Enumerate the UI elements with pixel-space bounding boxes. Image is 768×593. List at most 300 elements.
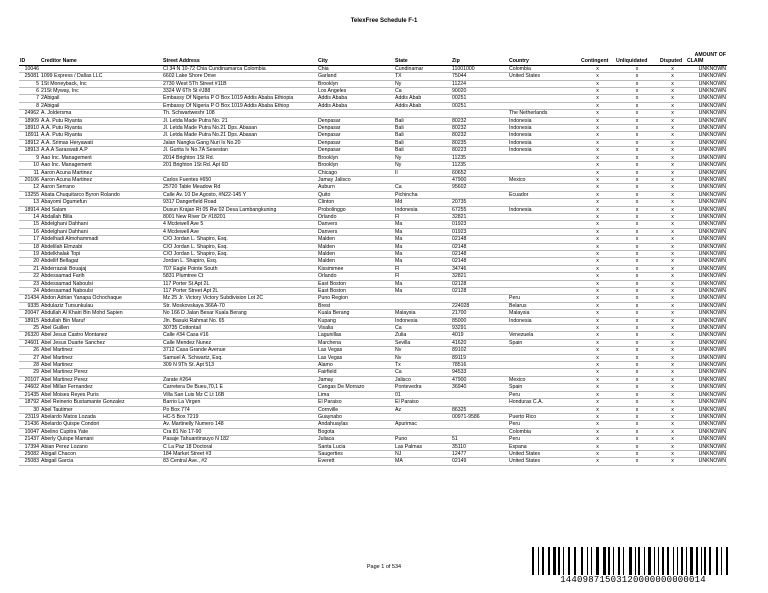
row-id: 30 [19, 406, 40, 413]
row-zip: 80223 [451, 147, 508, 154]
row-state: Malaysia [394, 310, 451, 317]
row-unliquidated: x [615, 243, 659, 250]
barcode-bar [540, 547, 542, 575]
row-creditor: Abdallah Blila [40, 213, 162, 220]
row-state: Pichincha [394, 191, 451, 198]
table-row [19, 273, 727, 280]
row-amount: UNKNOWN [686, 139, 727, 146]
row-city: El Paraiso [317, 399, 394, 406]
row-country: United States [508, 73, 580, 80]
row-contingent: x [580, 347, 615, 354]
row-state: Apurimac [394, 421, 451, 428]
barcode-bar [699, 547, 700, 575]
row-state: TX [394, 73, 451, 80]
col-id: ID [19, 52, 40, 65]
row-disputed: x [659, 428, 686, 435]
row-zip: 02128 [451, 280, 508, 287]
row-state: Pontevedra [394, 384, 451, 391]
row-country: Honduras C.A. [508, 399, 580, 406]
row-creditor: Abel Martinez Perez [40, 376, 162, 383]
row-country [508, 199, 580, 206]
row-country: Ecuador [508, 191, 580, 198]
barcode-bar [532, 547, 534, 575]
row-country: United States [508, 458, 580, 465]
barcode-bar [673, 547, 674, 575]
row-country: Indonesia [508, 125, 580, 132]
barcode-bar [712, 547, 715, 575]
row-zip: 89119 [451, 354, 508, 361]
barcode-bar [548, 547, 550, 575]
row-state: El Paraiso [394, 399, 451, 406]
row-city: Orlando [317, 273, 394, 280]
row-city: Guaynabo [317, 413, 394, 420]
row-id: 16 [19, 228, 40, 235]
barcode-bar [568, 547, 570, 575]
row-creditor: Abel Martinez [40, 362, 162, 369]
row-creditor: Aaron Serrano [40, 184, 162, 191]
row-state: 01 [394, 391, 451, 398]
row-zip: 01923 [451, 221, 508, 228]
row-disputed: x [659, 73, 686, 80]
row-city: Bogota [317, 428, 394, 435]
table-row [19, 243, 727, 250]
row-disputed: x [659, 184, 686, 191]
row-state: Sevilla [394, 339, 451, 346]
row-amount: UNKNOWN [686, 147, 727, 154]
row-zip: 47900 [451, 176, 508, 183]
row-id: 15 [19, 221, 40, 228]
row-state: Nv [394, 354, 451, 361]
row-creditor: A.A.A Saraswati A.P [40, 147, 162, 154]
row-city: Lima [317, 391, 394, 398]
row-state [394, 110, 451, 117]
row-amount: UNKNOWN [686, 110, 727, 117]
row-country [508, 250, 580, 257]
row-id: 18913 [19, 147, 40, 154]
row-contingent: x [580, 450, 615, 457]
barcode-bar [707, 547, 708, 575]
table-row [19, 362, 727, 369]
row-creditor: 1099 Express / Dallas LLC [40, 73, 162, 80]
row-amount: UNKNOWN [686, 169, 727, 176]
row-id: 10047 [19, 428, 40, 435]
row-contingent: x [580, 406, 615, 413]
row-city: Malden [317, 258, 394, 265]
row-disputed: x [659, 132, 686, 139]
row-country: Espana [508, 443, 580, 450]
row-disputed: x [659, 354, 686, 361]
row-disputed: x [659, 339, 686, 346]
row-contingent: x [580, 436, 615, 443]
barcode-bar [660, 547, 661, 575]
row-street: C/O Jordan L. Shapiro, Esq. [162, 250, 317, 257]
row-creditor: Abelardo Quispe Condori [40, 421, 162, 428]
row-zip: 11224 [451, 80, 508, 87]
row-amount: UNKNOWN [686, 332, 727, 339]
row-unliquidated: x [615, 184, 659, 191]
row-id: 13255 [19, 191, 40, 198]
row-street: Po Box 774 [162, 406, 317, 413]
row-zip [451, 428, 508, 435]
table-row [19, 206, 727, 213]
row-disputed: x [659, 347, 686, 354]
row-id: 9 [19, 154, 40, 161]
row-street: 184 Market Street #3 [162, 450, 317, 457]
table-row [19, 436, 727, 443]
row-id: 14 [19, 213, 40, 220]
row-creditor: Abayomi Ogumefun [40, 199, 162, 206]
row-country [508, 243, 580, 250]
row-country: Colombia [508, 65, 580, 72]
row-street: Cra 81 No 17-90 [162, 428, 317, 435]
row-unliquidated: x [615, 362, 659, 369]
row-street [162, 169, 317, 176]
row-street: Embassy Of Nigeria P O Box 1019 Addis Ababa Ethiopia [162, 95, 317, 102]
row-country [508, 88, 580, 95]
row-city: Danvers [317, 228, 394, 235]
row-city: Alamo [317, 362, 394, 369]
row-disputed: x [659, 80, 686, 87]
row-city: Malden [317, 250, 394, 257]
row-amount: UNKNOWN [686, 213, 727, 220]
row-amount: UNKNOWN [686, 258, 727, 265]
row-country: Peru [508, 295, 580, 302]
barcode-bar [563, 547, 564, 575]
row-amount: UNKNOWN [686, 450, 727, 457]
row-city: Probolinggo [317, 206, 394, 213]
row-zip [451, 391, 508, 398]
table-row [19, 125, 727, 132]
row-unliquidated: x [615, 132, 659, 139]
barcode-bar [670, 547, 673, 575]
row-city: Juliaca [317, 436, 394, 443]
row-contingent: x [580, 147, 615, 154]
row-disputed: x [659, 317, 686, 324]
row-state [394, 302, 451, 309]
row-city: Las Vegas [317, 354, 394, 361]
row-contingent: x [580, 310, 615, 317]
row-zip: 02149 [451, 458, 508, 465]
row-disputed: x [659, 102, 686, 109]
row-city: Puno Region [317, 295, 394, 302]
barcode-bar [638, 547, 640, 575]
barcode-bar [662, 547, 664, 575]
row-state: Nv [394, 347, 451, 354]
table-row [19, 450, 727, 457]
row-unliquidated: x [615, 206, 659, 213]
row-country: Venezuela [508, 332, 580, 339]
row-city: Chicago [317, 169, 394, 176]
row-country: United States [508, 450, 580, 457]
row-city: Marchena [317, 339, 394, 346]
row-country [508, 169, 580, 176]
barcode-bar [613, 547, 614, 575]
row-id: 18909 [19, 117, 40, 124]
row-unliquidated: x [615, 258, 659, 265]
row-street: 9317 Dangerfield Road [162, 199, 317, 206]
row-creditor: Abdulaziz Tursunkulau [40, 302, 162, 309]
row-amount: UNKNOWN [686, 317, 727, 324]
row-unliquidated: x [615, 139, 659, 146]
row-city: Everett [317, 458, 394, 465]
row-disputed: x [659, 391, 686, 398]
row-id: 18792 [19, 399, 40, 406]
row-country: The Netherlands [508, 110, 580, 117]
row-zip: 00251 [451, 102, 508, 109]
row-city: Denpasar [317, 125, 394, 132]
row-unliquidated: x [615, 391, 659, 398]
row-unliquidated: x [615, 236, 659, 243]
row-disputed: x [659, 376, 686, 383]
row-creditor: Abdelilah Elmzabi [40, 243, 162, 250]
row-disputed: x [659, 169, 686, 176]
row-unliquidated: x [615, 302, 659, 309]
col-city: City [317, 52, 394, 65]
col-creditor: Creditor Name [40, 52, 162, 65]
row-street: 117 Porter St Apt 2L [162, 280, 317, 287]
row-creditor: Abdessamad Naboulsi [40, 280, 162, 287]
row-creditor: Abel Tautimer [40, 406, 162, 413]
header-row [19, 52, 727, 65]
row-country [508, 325, 580, 332]
row-city: Saugerties [317, 450, 394, 457]
row-disputed: x [659, 154, 686, 161]
barcode-bar [658, 547, 659, 575]
barcode-bar [665, 547, 666, 575]
barcode-bar [702, 547, 703, 575]
row-city: Cornville [317, 406, 394, 413]
row-unliquidated: x [615, 376, 659, 383]
row-amount: UNKNOWN [686, 73, 727, 80]
row-contingent: x [580, 80, 615, 87]
table-row [19, 95, 727, 102]
row-city: Auburn [317, 184, 394, 191]
row-street: Jl. Letda Made Putra No. 21 [162, 117, 317, 124]
row-id: 20107 [19, 376, 40, 383]
table-row [19, 391, 727, 398]
table-row [19, 191, 727, 198]
row-zip: 00251 [451, 95, 508, 102]
row-creditor: Abigail Chacon [40, 450, 162, 457]
table-row [19, 406, 727, 413]
row-unliquidated: x [615, 199, 659, 206]
barcode-bar [652, 547, 653, 575]
row-creditor: Abelino Cupitra Yate [40, 428, 162, 435]
row-creditor: Abdelhadi Almohammadi [40, 236, 162, 243]
row-creditor: Abd Salam [40, 206, 162, 213]
row-creditor: Aaron Acuna Martinez [40, 169, 162, 176]
row-street: Samuel A. Schwartz, Esq. [162, 354, 317, 361]
row-disputed: x [659, 458, 686, 465]
row-creditor: A. Joldersma [40, 110, 162, 117]
barcode-bar [577, 547, 580, 575]
table-row [19, 258, 727, 265]
row-street: 2730 West 5Th Street #11B [162, 80, 317, 87]
row-id: 5 [19, 80, 40, 87]
row-creditor: Abel Martinez Perez [40, 369, 162, 376]
row-contingent: x [580, 399, 615, 406]
row-city: Brooklyn [317, 154, 394, 161]
row-id: 12 [19, 184, 40, 191]
row-country [508, 162, 580, 169]
row-unliquidated: x [615, 125, 659, 132]
row-zip: 11001000 [451, 65, 508, 72]
row-disputed: x [659, 65, 686, 72]
table-row [19, 221, 727, 228]
barcode-bar [561, 547, 562, 575]
barcode-bar [618, 547, 620, 575]
table-row [19, 384, 727, 391]
row-country [508, 258, 580, 265]
row-id: 9335 [19, 302, 40, 309]
row-amount: UNKNOWN [686, 199, 727, 206]
row-unliquidated: x [615, 443, 659, 450]
table-row [19, 339, 727, 346]
row-country: Indonesia [508, 317, 580, 324]
row-contingent: x [580, 162, 615, 169]
table-row [19, 132, 727, 139]
row-creditor: Abian Perez Lozano [40, 443, 162, 450]
row-contingent: x [580, 295, 615, 302]
table-row [19, 162, 727, 169]
row-creditor: Abigail Garcia [40, 458, 162, 465]
row-amount: UNKNOWN [686, 443, 727, 450]
row-id: 25081 [19, 73, 40, 80]
row-street: Dusun Krajan Rt 05 Rw 02 Desa Lambangkuning [162, 206, 317, 213]
table-row [19, 176, 727, 183]
row-zip: 02148 [451, 258, 508, 265]
row-state: Bali [394, 117, 451, 124]
row-contingent: x [580, 102, 615, 109]
barcode-bar [637, 547, 638, 575]
row-contingent: x [580, 117, 615, 124]
row-street [162, 369, 317, 376]
row-creditor: Abdelghani Dahhani [40, 221, 162, 228]
row-zip: 11235 [451, 154, 508, 161]
row-zip: 90020 [451, 88, 508, 95]
row-unliquidated: x [615, 169, 659, 176]
row-street: No 166 D Jalan Besar Kuala Berang [162, 310, 317, 317]
row-id: 23 [19, 280, 40, 287]
row-unliquidated: x [615, 317, 659, 324]
row-unliquidated: x [615, 176, 659, 183]
barcode-bar [557, 547, 558, 575]
row-country [508, 213, 580, 220]
row-unliquidated: x [615, 213, 659, 220]
row-unliquidated: x [615, 450, 659, 457]
row-city: Denpasar [317, 117, 394, 124]
row-creditor: 2Abigail [40, 102, 162, 109]
row-amount: UNKNOWN [686, 191, 727, 198]
row-street: 4 Mcdewell Ave [162, 228, 317, 235]
row-contingent: x [580, 169, 615, 176]
barcode-bar [621, 547, 623, 575]
row-country: Malaysia [508, 310, 580, 317]
row-id: 25082 [19, 450, 40, 457]
row-city: Danvers [317, 221, 394, 228]
row-creditor: Abdellif Bellagat [40, 258, 162, 265]
row-state: Ny [394, 162, 451, 169]
row-state: Puno [394, 436, 451, 443]
row-creditor: Abel Martinez [40, 347, 162, 354]
table-row [19, 88, 727, 95]
row-unliquidated: x [615, 110, 659, 117]
barcode-bar [635, 547, 636, 575]
row-state: Bali [394, 147, 451, 154]
row-state: Ma [394, 243, 451, 250]
row-disputed: x [659, 288, 686, 295]
row-unliquidated: x [615, 295, 659, 302]
row-amount: UNKNOWN [686, 221, 727, 228]
barcode-bar [625, 547, 628, 575]
row-unliquidated: x [615, 191, 659, 198]
table-row [19, 110, 727, 117]
row-country [508, 265, 580, 272]
row-amount: UNKNOWN [686, 273, 727, 280]
barcode-bar [718, 547, 720, 575]
row-unliquidated: x [615, 221, 659, 228]
row-state: Jalisco [394, 376, 451, 383]
row-zip: 12477 [451, 450, 508, 457]
row-country: Puerto Rico [508, 413, 580, 420]
barcode-bar [656, 547, 657, 575]
row-amount: UNKNOWN [686, 265, 727, 272]
barcode-bar [696, 547, 698, 575]
barcode-bar [701, 547, 702, 575]
row-amount: UNKNOWN [686, 65, 727, 72]
row-disputed: x [659, 147, 686, 154]
row-disputed: x [659, 325, 686, 332]
table-row [19, 325, 727, 332]
row-zip: 89102 [451, 347, 508, 354]
row-unliquidated: x [615, 325, 659, 332]
row-unliquidated: x [615, 458, 659, 465]
table-row [19, 354, 727, 361]
barcode-bar [729, 547, 731, 575]
row-creditor: Abderrazak Bouajaj [40, 265, 162, 272]
row-street: Pasaje Tahuantinsuyo N 182 [162, 436, 317, 443]
row-zip [451, 295, 508, 302]
row-amount: UNKNOWN [686, 406, 727, 413]
barcode-bar [675, 547, 676, 575]
row-street: Calle #34 Casa #16 [162, 332, 317, 339]
barcode-bar [535, 547, 537, 575]
row-city: Garland [317, 73, 394, 80]
row-zip: 00971-9586 [451, 413, 508, 420]
row-country: Belarus [508, 302, 580, 309]
row-country [508, 102, 580, 109]
row-zip: 80232 [451, 117, 508, 124]
row-contingent: x [580, 95, 615, 102]
barcode-bar [688, 547, 689, 575]
row-city: Los Angeles [317, 88, 394, 95]
row-city [317, 110, 394, 117]
row-contingent: x [580, 413, 615, 420]
row-id: 18912 [19, 139, 40, 146]
row-id: 23119 [19, 413, 40, 420]
row-street: Barrio La Virgen [162, 399, 317, 406]
row-country: Indonesia [508, 147, 580, 154]
row-contingent: x [580, 443, 615, 450]
row-amount: UNKNOWN [686, 325, 727, 332]
row-unliquidated: x [615, 280, 659, 287]
row-state: Ca [394, 325, 451, 332]
row-disputed: x [659, 413, 686, 420]
row-amount: UNKNOWN [686, 206, 727, 213]
row-city: Orlando [317, 213, 394, 220]
row-disputed: x [659, 110, 686, 117]
row-id: 26320 [19, 332, 40, 339]
